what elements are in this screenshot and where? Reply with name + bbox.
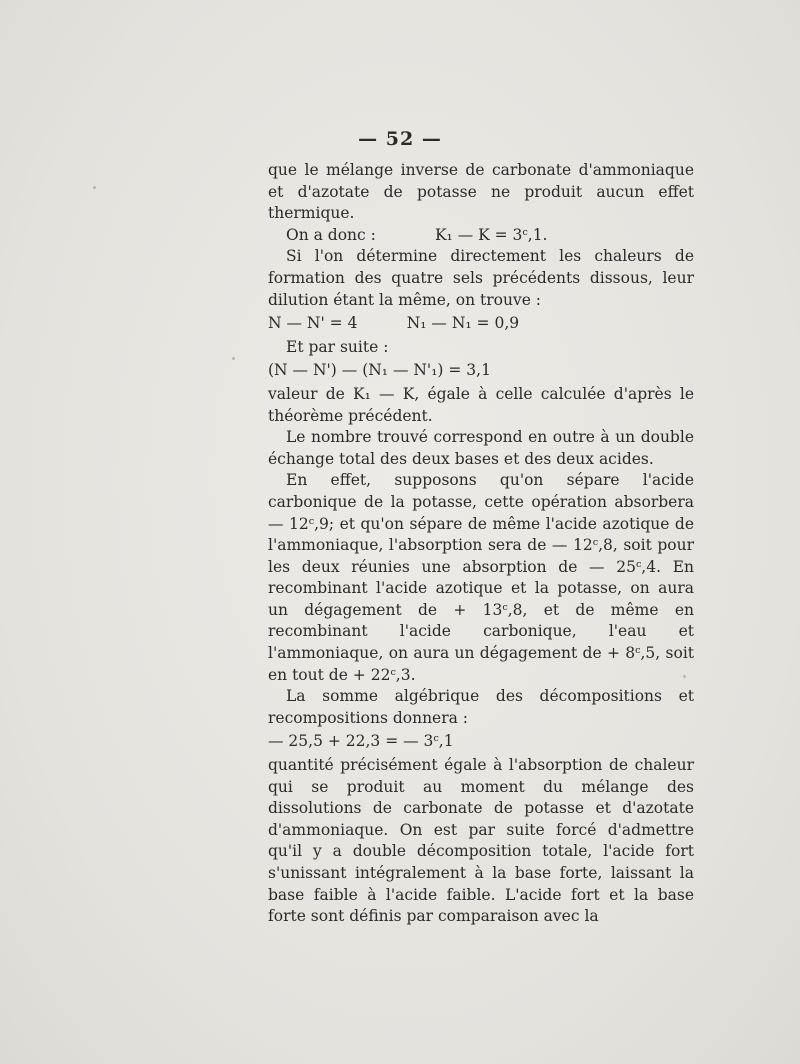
paragraph: La somme algébrique des décompositions et recompositions donnera : [268,687,694,727]
body-text [268,160,694,928]
paragraph: Et par suite : [286,337,389,356]
paragraph: quantité précisément égale à l'absorption de chaleur qui se produit au moment du mélange des dissolutions de carbonate de potasse et d'azotate d'ammoniaque. On est par suite forcé d'admettre qu'il y a double décomposition totale, l'acide fort s'unissant intégralement à la base forte, laissant la base faible à l'acide faible. L'acide fort et la base forte sont définis par comparaison avec la [268,756,694,926]
paragraph: En effet, supposons qu'on sépare l'acide carbonique de la potasse, cette opération absorbera — 12ᶜ,9; et qu'on sépare de même l'acide azotique de l'ammoniaque, l'absorption sera de — 12ᶜ,8, soit pour les deux réunies une absorption de — 25ᶜ,4. En recombinant l'acide azotique et la potasse, on aura un dégagement de + 13ᶜ,8, et de même en recombinant l'acide carbonique, l'eau et l'ammoniaque, on aura un dégagement de + 8ᶜ,5, soit en tout de + 22ᶜ,3. [268,471,694,684]
paper-speck [93,186,96,189]
paragraph: valeur de K₁ — K, égale à celle calculée d'après le théorème précédent. [268,384,694,425]
paragraph: Si l'on détermine directement les chaleurs de formation des quatre sels précédents dissous, leur dilution étant la même, on trouve : [268,247,694,309]
paragraph: Le nombre trouvé correspond en outre à un double échange total des deux bases et des deux acides. [268,428,694,468]
paper-speck [232,357,235,360]
page-number: — 52 — [358,128,442,150]
equation-sum: — 25,5 + 22,3 = — 3ᶜ,1 [268,732,454,751]
equation-difference: (N — N') — (N₁ — N'₁) = 3,1 [268,361,491,380]
equation-k: On a donc : K₁ — K = 3ᶜ,1. [286,225,548,244]
paragraph: que le mélange inverse de carbonate d'ammoniaque et d'azotate de potasse ne produit aucun effet thermique. [268,161,694,223]
equation-n: N — N' = 4 N₁ — N₁ = 0,9 [268,314,520,333]
